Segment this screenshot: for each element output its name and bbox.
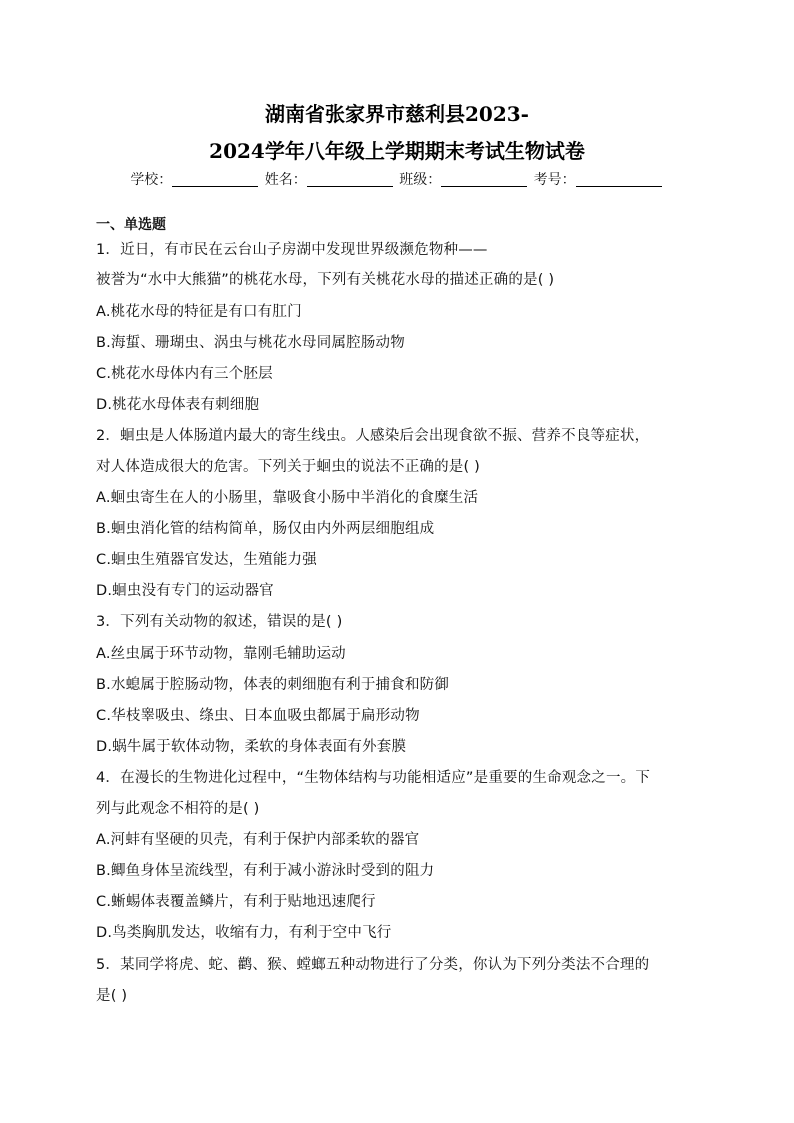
q3-stem: 3．下列有关动物的叙述，错误的是( ) [96,614,343,630]
q1-option-b: B.海蜇、珊瑚虫、涡虫与桃花水母同属腔肠动物 [96,335,405,351]
q1-stem-line2: 被誉为“水中大熊猫”的桃花水母，下列有关桃花水母的描述正确的是( ) [96,272,555,288]
q3-option-b: B.水螅属于腔肠动物，体表的刺细胞有利于捕食和防御 [96,677,450,693]
q1-option-d: D.桃花水母体表有刺细胞 [96,397,260,413]
q5-stem-line1: 5．某同学将虎、蛇、鹳、猴、螳螂五种动物进行了分类，你认为下列分类法不合理的 [96,957,650,973]
class-blank[interactable] [441,172,527,187]
q3-option-a: A.丝虫属于环节动物，靠刚毛辅助运动 [96,646,346,662]
school-blank[interactable] [172,172,258,187]
q2-option-a: A.蛔虫寄生在人的小肠里，靠吸食小肠中半消化的食糜生活 [96,490,479,506]
name-label: 姓名： [264,172,307,188]
exam-title-line1: 湖南省张家界市慈利县2023- [265,102,529,126]
q4-option-a: A.河蚌有坚硬的贝壳，有利于保护内部柔软的器官 [96,832,420,848]
q1-stem-line1: 1．近日，有市民在云台山子房湖中发现世界级濒危物种—— [96,242,488,258]
school-label: 学校： [130,172,173,188]
q2-stem-line2: 对人体造成很大的危害。下列关于蛔虫的说法不正确的是( ) [96,459,481,475]
section-heading: 一、单选题 [96,217,166,233]
q2-option-b: B.蛔虫消化管的结构简单，肠仅由内外两层细胞组成 [96,521,435,537]
q4-option-b: B.鲫鱼身体呈流线型，有利于减小游泳时受到的阻力 [96,863,435,879]
q5-stem-line2: 是( ) [96,988,128,1004]
q1-option-a: A.桃花水母的特征是有口有肛门 [96,304,302,320]
exam-number-label: 考号： [533,172,576,188]
q3-option-c: C.华枝睾吸虫、绦虫、日本血吸虫都属于扁形动物 [96,708,420,724]
exam-number-blank[interactable] [576,172,662,187]
q4-option-c: C.蜥蜴体表覆盖鳞片，有利于贴地迅速爬行 [96,894,376,910]
student-info-row [0,170,794,190]
exam-title-line2: 2024学年八年级上学期期末考试生物试卷 [209,139,585,163]
q2-option-d: D.蛔虫没有专门的运动器官 [96,583,274,599]
q1-option-c: C.桃花水母体内有三个胚层 [96,366,273,382]
q4-stem-line2: 列与此观念不相符的是( ) [96,801,260,817]
q2-option-c: C.蛔虫生殖器官发达，生殖能力强 [96,552,317,568]
q4-stem-line1: 4．在漫长的生物进化过程中，“生物体结构与功能相适应”是重要的生命观念之一。下 [96,770,651,786]
name-blank[interactable] [307,172,393,187]
q4-option-d: D.鸟类胸肌发达，收缩有力，有利于空中飞行 [96,925,392,941]
class-label: 班级： [399,172,442,188]
q2-stem-line1: 2．蛔虫是人体肠道内最大的寄生线虫。人感染后会出现食欲不振、营养不良等症状， [96,428,650,444]
q3-option-d: D.蜗牛属于软体动物，柔软的身体表面有外套膜 [96,739,407,755]
